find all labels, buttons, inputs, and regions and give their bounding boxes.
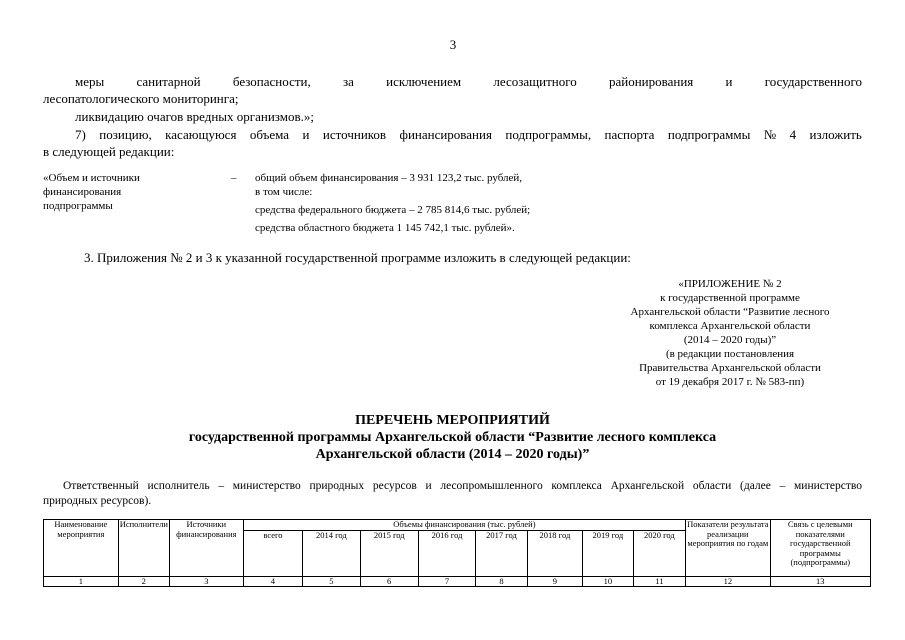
appendix-line: Правительства Архангельской области (639, 362, 821, 374)
passport-left-line: подпрограммы (43, 200, 113, 212)
header-cell: Связь с целевыми показателями государственной программы (подпрограммы) (770, 520, 870, 577)
document-heading (0, 412, 905, 463)
word: министерство (232, 480, 301, 492)
header-cell: Источники финансирования (169, 520, 243, 577)
paragraph-line: лесопатологического мониторинга; (43, 91, 239, 106)
word: государственного (764, 74, 862, 89)
header-cell: 2016 год (418, 530, 475, 576)
word: и (302, 127, 310, 142)
word: Архангельской (610, 480, 685, 492)
header-cell: 2019 год (583, 530, 634, 576)
word: санитарной (136, 74, 201, 89)
header-cell: Наименование мероприятия (44, 520, 119, 577)
appendix-line: Архангельской области “Развитие лесного (630, 306, 830, 318)
appendix-line: (2014 – 2020 годы)” (683, 334, 777, 346)
passport-right-line: средства областного бюджета 1 145 742,1 тыс. рублей». (255, 222, 515, 234)
word: районирования (609, 74, 694, 89)
word: объема (249, 127, 290, 142)
word: и (725, 74, 733, 89)
word: касающуюся (165, 127, 237, 142)
word: 7) (75, 127, 86, 142)
item-3-line: 3. Приложения № 2 и 3 к указанной государственной программе изложить в следующей редакции: (84, 250, 631, 265)
word: за (343, 74, 354, 89)
word: исключением (386, 74, 462, 89)
word: лесозащитного (493, 74, 577, 89)
passport-left (43, 171, 140, 213)
word: – (218, 480, 225, 492)
heading-subtitle: Архангельской области (2014 – 2020 годы)” (315, 447, 590, 462)
word: ресурсов (372, 480, 417, 492)
heading-subtitle: государственной программы Архангельской области “Развитие лесного комплекса (188, 430, 717, 445)
column-number: 10 (583, 576, 634, 587)
word: природных (309, 480, 365, 492)
header-cell: Объемы финансирования (тыс. рублей) (243, 520, 685, 531)
column-number: 7 (418, 576, 475, 587)
column-number: 9 (527, 576, 582, 587)
heading-title: ПЕРЕЧЕНЬ МЕРОПРИЯТИЙ (355, 413, 550, 428)
word: Ответственный (63, 480, 139, 492)
word: области (692, 480, 732, 492)
paragraph-line (75, 74, 862, 90)
word: 4 (789, 127, 797, 142)
appendix-line: от 19 декабря 2017 г. № 583-пп) (655, 376, 805, 388)
word: № (763, 127, 777, 142)
passport-left-line: финансирования (43, 186, 122, 198)
passport-right-line: в том числе: (255, 186, 313, 198)
page-number: 3 (449, 37, 457, 52)
appendix-line: к государственной программе (660, 292, 800, 304)
passport-right-line: общий объем финансирования – 3 931 123,2 тыс. рублей, (255, 172, 523, 184)
column-number: 4 (243, 576, 302, 587)
column-number: 12 (686, 576, 770, 587)
column-number: 13 (770, 576, 870, 587)
column-number: 2 (118, 576, 169, 587)
header-cell: 2017 год (476, 530, 527, 576)
responsible-line: природных ресурсов). (43, 495, 152, 507)
item-7-line: в следующей редакции: (43, 144, 175, 159)
header-cell: 2015 год (360, 530, 418, 576)
column-number: 3 (169, 576, 243, 587)
column-number: 5 (303, 576, 360, 587)
word: изложить (809, 127, 862, 142)
column-number: 6 (360, 576, 418, 587)
word: позицию, (99, 127, 152, 142)
header-cell: Исполнители (118, 520, 169, 577)
paragraph-line: ликвидацию очагов вредных организмов.»; (75, 109, 314, 124)
word: министерство (794, 480, 862, 492)
column-number: 8 (476, 576, 527, 587)
responsible-line (63, 479, 862, 493)
word: паспорта (604, 127, 655, 142)
header-cell: всего (243, 530, 302, 576)
passport-right (255, 171, 530, 235)
header-cell: 2018 год (527, 530, 582, 576)
word: лесопромышленного (440, 480, 543, 492)
word: (далее (740, 480, 771, 492)
column-number: 1 (44, 576, 119, 587)
word: комплекса (551, 480, 602, 492)
header-cell: 2020 год (633, 530, 685, 576)
passport-right-line: средства федерального бюджета – 2 785 814,6 тыс. рублей; (255, 204, 531, 216)
appendix-line: «ПРИЛОЖЕНИЕ № 2 (678, 278, 782, 290)
column-number: 11 (633, 576, 685, 587)
word: – (779, 480, 786, 492)
header-cell: 2014 год (303, 530, 360, 576)
word: подпрограммы (667, 127, 751, 142)
word: меры (75, 74, 105, 89)
item-7-line (75, 127, 862, 143)
appendix-line: комплекса Архангельской области (649, 320, 811, 332)
passport-left-line: «Объем и источники (43, 172, 140, 184)
appendix-line: (в редакции постановления (665, 348, 795, 360)
word: безопасности, (232, 74, 311, 89)
word: подпрограммы, (505, 127, 592, 142)
word: исполнитель (147, 480, 210, 492)
word: источников (322, 127, 387, 142)
passport-dash: – (231, 172, 237, 184)
word: и (425, 480, 432, 492)
measures-table (43, 519, 871, 587)
word: финансирования (399, 127, 492, 142)
header-cell: Показатели результата реализации мероприятия по годам (686, 520, 770, 577)
appendix-block (590, 277, 870, 389)
